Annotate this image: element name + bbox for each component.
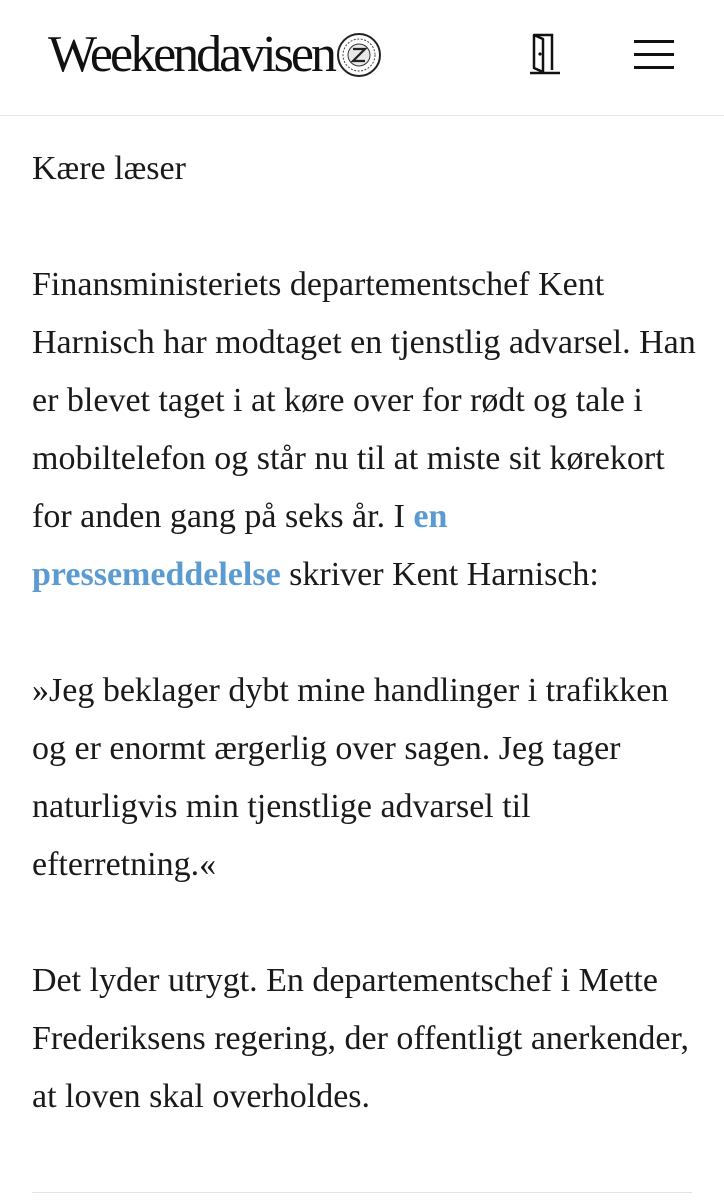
article-paragraph-3: Det lyder utrygt. En departementschef i Mette Frederiksens regering, der offentligt anerkender, at loven skal overholdes. <box>32 962 689 1115</box>
article-quote: »Jeg beklager dybt mine handlinger i trafikken og er enormt ærgerlig over sagen. Jeg tager naturligvis min tjenstlige advarsel til efterretning.« <box>32 672 669 883</box>
hamburger-menu-icon[interactable] <box>634 38 674 72</box>
weekendavisen-seal-icon <box>336 32 382 78</box>
article-body <box>32 140 704 1184</box>
paragraph-text: Finansministeriets departementschef Kent Harnisch har modtaget en tjenstlig advarsel. Han er blevet taget i at køre over for rødt og tale i mobiltelefon og står nu til at miste sit kørekort for anden gang på seks år. I <box>32 266 696 535</box>
press-release-link[interactable]: en pressemeddelelse <box>32 498 448 593</box>
menu-bar <box>634 53 674 56</box>
menu-bar <box>634 66 674 69</box>
site-header <box>0 0 724 116</box>
menu-bar <box>634 40 674 43</box>
logo-wordmark: Weekendavisen <box>48 26 334 83</box>
door-login-icon[interactable] <box>526 32 566 76</box>
site-logo[interactable] <box>48 20 382 90</box>
paragraph-text: skriver Kent Harnisch: <box>280 556 599 593</box>
bottom-divider <box>32 1192 692 1193</box>
article-paragraph-1 <box>32 256 704 604</box>
article-greeting: Kære læser <box>32 150 186 187</box>
